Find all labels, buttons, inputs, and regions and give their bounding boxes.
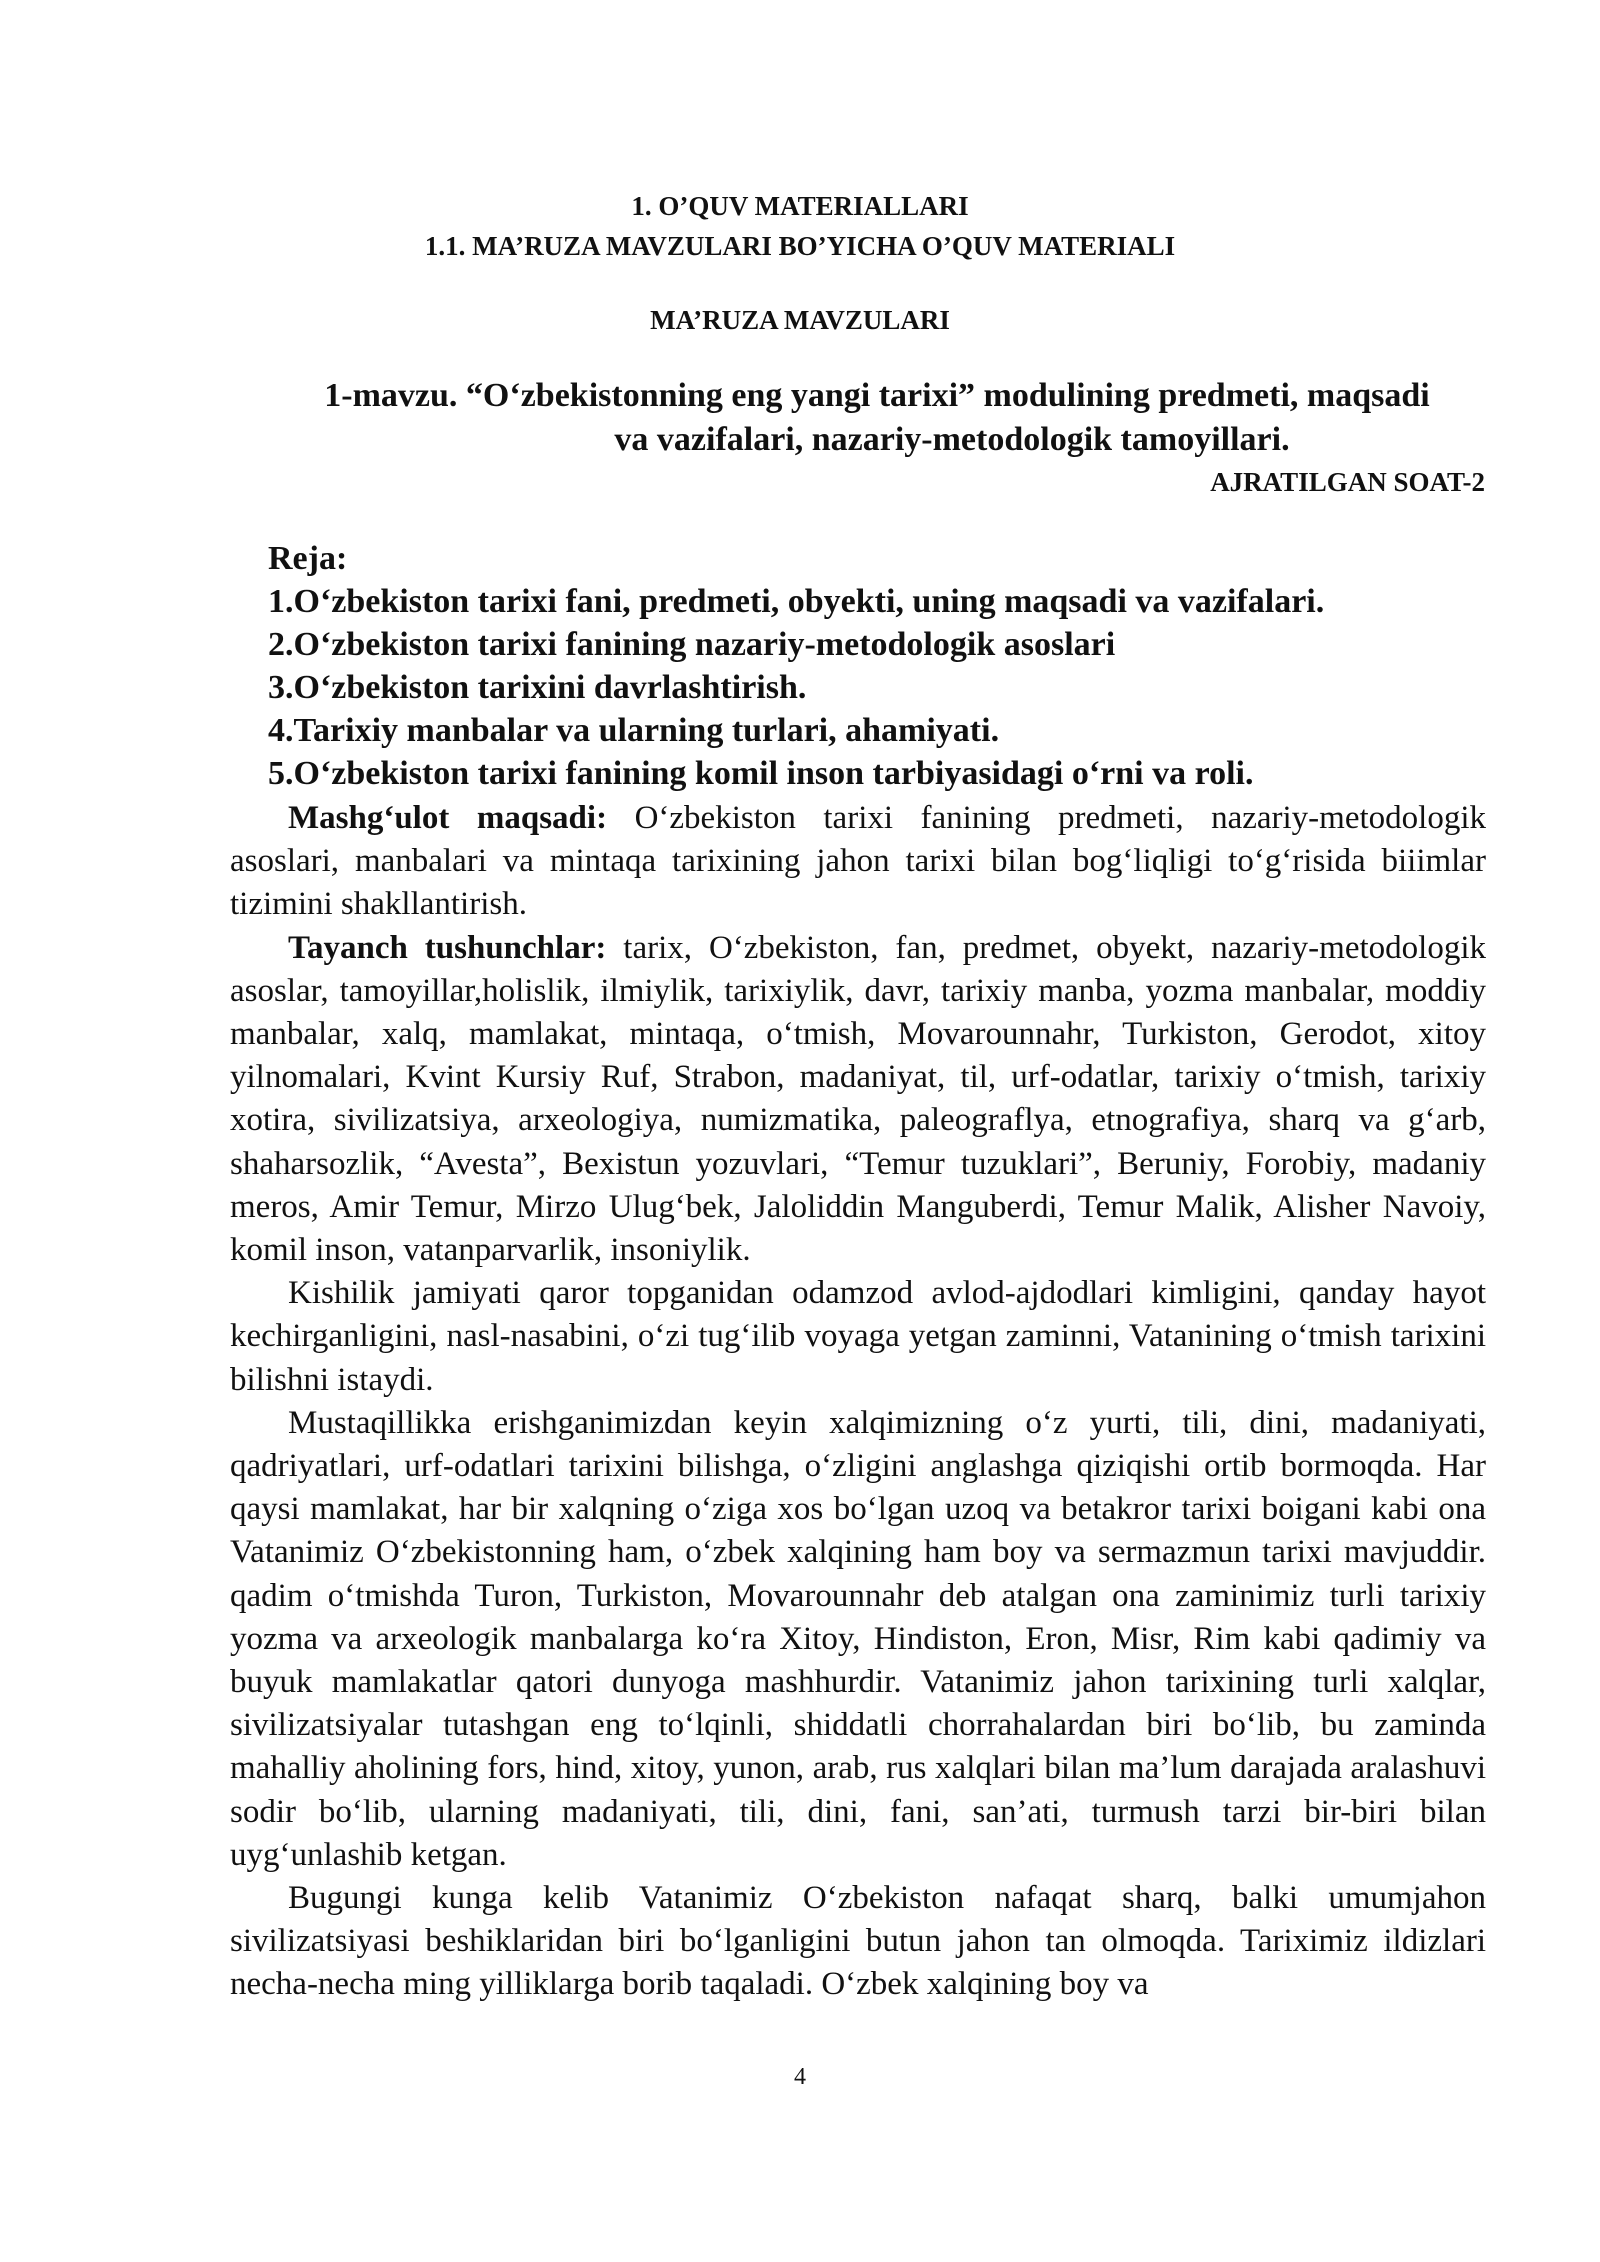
concepts-text: tarix, O‘zbekiston, fan, predmet, obyekt, nazariy-metodologik asoslar, tamoyillar,holislik, ilmiylik, tarixiylik, davr, tarixiy manba, yozma manbalar, moddiy manbalar, xalq, mamlakat, mintaqa, o‘tmish, Movarounnahr, Turkiston, Gerodot, xitoy yilnomalari, Kvint Kursiy Ruf, Strabon, madaniyat, til, urf-odatlar, tarixiy o‘tmish, tarixiy xotira, sivilizatsiya, arxeologiya, numizmatika, paleograflya, etnografiya, sharq va g‘arb, shaharsozlik, “Avesta”, Bexistun yozuvlari, “Temur tuzuklari”, Beruniy, Forobiy, madaniy meros, Amir Temur, Mirzo Ulug‘bek, Jaloliddin Manguberdi, Temur Malik, Alisher Navoiy, komil inson, vatanparvarlik, insoniylik. bbox=[230, 929, 1486, 1269]
topic-title-line-1: 1-mavzu. “O‘zbekistonning eng yangi tarixi” modulining predmeti, maqsadi bbox=[324, 377, 1430, 414]
body-paragraph: Kishilik jamiyati qaror topganidan odamzod avlod-ajdodlari kimligini, qanday hayot kechirganligini, nasl-nasabini, o‘zi tug‘ilib voyaga yetgan zaminni, Vatanining o‘tmish tarixini bilishni istaydi. bbox=[230, 1275, 1486, 1398]
page-number: 4 bbox=[794, 2064, 806, 2090]
concepts-paragraph bbox=[230, 927, 1486, 1273]
topic-title bbox=[268, 374, 1486, 462]
plan-item: 2.O‘zbekiston tarixi fanining nazariy-metodologik asoslari bbox=[268, 626, 1116, 663]
body-text bbox=[230, 797, 1486, 2007]
goal-label: Mashg‘ulot maqsadi: bbox=[288, 800, 608, 836]
plan-item: 1.O‘zbekiston tarixi fani, predmeti, obyekti, uning maqsadi va vazifalari. bbox=[268, 583, 1325, 620]
concepts-label: Tayanch tushunchlar: bbox=[288, 929, 607, 966]
plan-label: Reja: bbox=[268, 540, 348, 577]
lesson-plan bbox=[268, 537, 1486, 795]
subsection-heading: 1.1. MA’RUZA MAVZULARI BO’YICHA O’QUV MATERIALI bbox=[424, 231, 1176, 261]
body-paragraph: Mustaqillikka erishganimizdan keyin xalqimizning o‘z yurti, tili, dini, madaniyati, qadriyatlari, urf-odatlari tarixini bilishga, o‘zligini anglashga qiziqishi ortib bormoqda. Har qaysi mamlakat, har bir xalqning o‘ziga xos bo‘lgan uzoq va betakror tarixi boigani kabi ona Vatanimiz O‘zbekistonning ham, o‘zbek xalqining ham boy va sermazmun tarixi mavjuddir. qadim o‘tmishda Turon, Turkiston, Movarounnahr deb atalgan ona zaminimiz turli tarixiy yozma va arxeologik manbalarga ko‘ra Xitoy, Hindiston, Eron, Misr, Rim kabi qadimiy va buyuk mamlakatlar qatori dunyoga mashhurdir. Vatanimiz jahon tarixining turli xalqlar, sivilizatsiyalar tutashgan eng to‘lqinli, shiddatli chorrahalardan biri bo‘lib, bu zaminda mahalliy aholining fors, hind, xitoy, yunon, arab, rus xalqlari bilan ma’lum darajada aralashuvi sodir bo‘lib, ularning madaniyati, tili, dini, fani, san’ati, turmush tarzi bir-biri bilan uyg‘unlashib ketgan. bbox=[230, 1404, 1486, 1873]
lectures-heading: MA’RUZA MAVZULARI bbox=[650, 305, 950, 335]
plan-item: 4.Tarixiy manbalar va ularning turlari, ahamiyati. bbox=[268, 712, 1000, 749]
plan-item: 5.O‘zbekiston tarixi fanining komil inson tarbiyasidagi o‘rni va roli. bbox=[268, 755, 1254, 792]
section-heading: 1. O’QUV MATERIALLARI bbox=[631, 191, 969, 221]
topic-title-line-2: va vazifalari, nazariy-metodologik tamoyillari. bbox=[614, 421, 1290, 458]
goal-text: O‘zbekiston tarixi fanining predmeti, nazariy-metodologik asoslari, manbalari va mintaqa tarixining jahon tarixi bilan bog‘liqligi to‘g‘risida biiimlar tizimini shakllantirish. bbox=[230, 800, 1486, 923]
goal-paragraph bbox=[230, 797, 1486, 927]
body-paragraph: Bugungi kunga kelib Vatanimiz O‘zbekiston nafaqat sharq, balki umumjahon sivilizatsiyasi beshiklaridan biri bo‘lganligini butun jahon tan olmoqda. Tariximiz ildizlari necha-necha ming yilliklarga borib taqaladi. O‘zbek xalqining boy va bbox=[230, 1880, 1486, 2003]
allocated-hours: AJRATILGAN SOAT-2 bbox=[1210, 467, 1485, 497]
plan-item: 3.O‘zbekiston tarixini davrlashtirish. bbox=[268, 669, 807, 706]
